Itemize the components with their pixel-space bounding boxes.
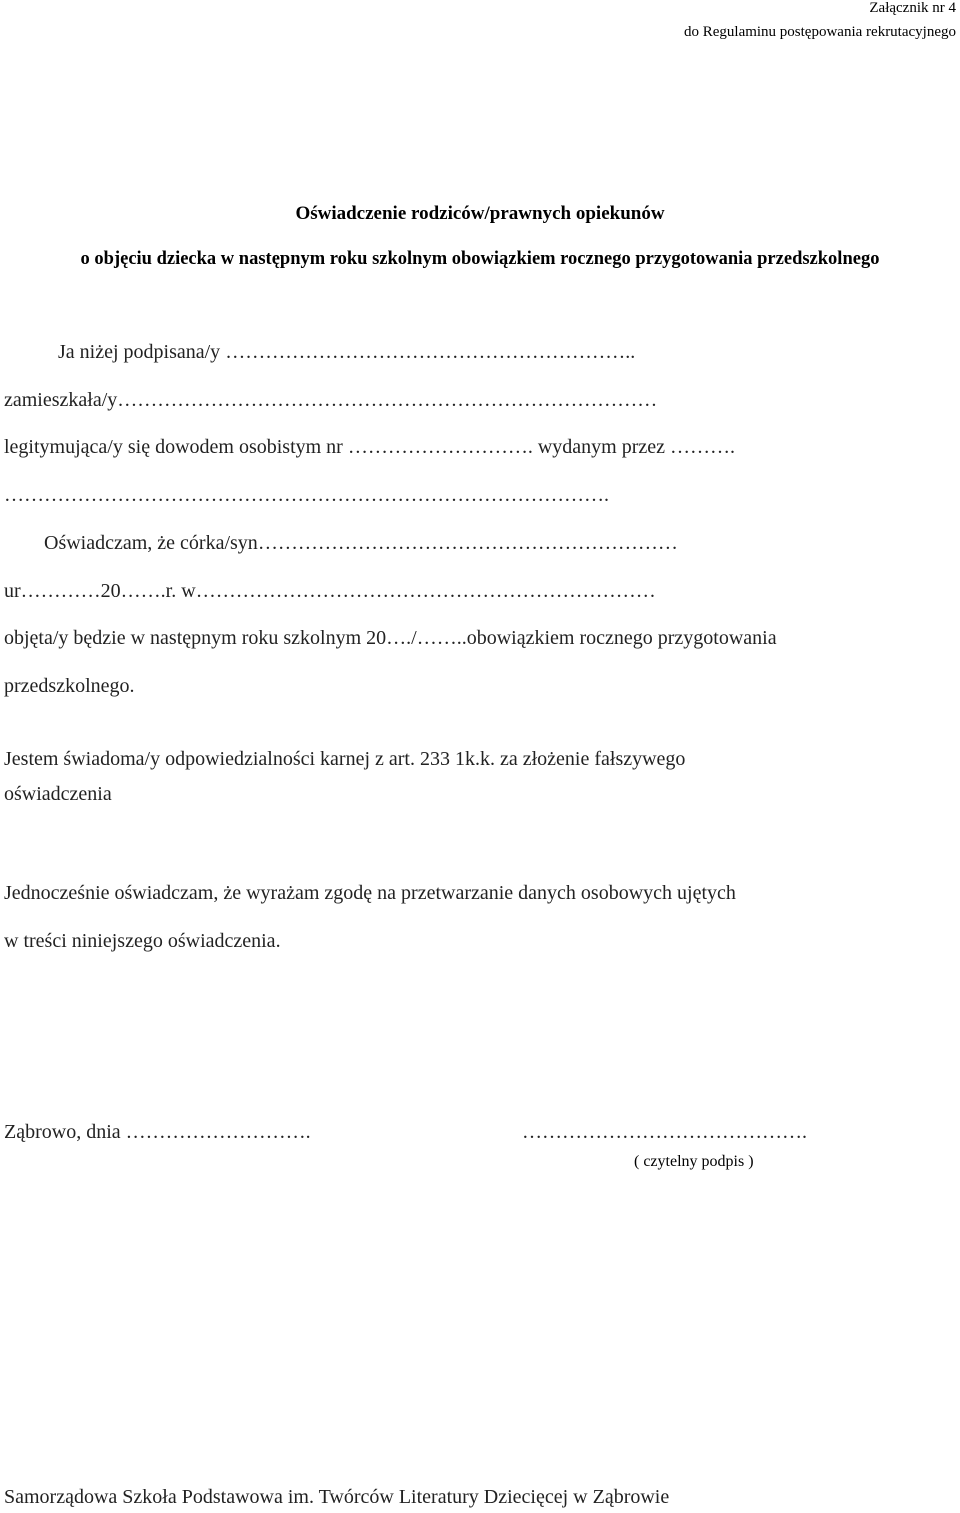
awareness-statement-1: Jestem świadoma/y odpowiedzialności karnej z art. 233 1k.k. za złożenie fałszywego bbox=[4, 748, 686, 770]
awareness-statement-2: oświadczenia bbox=[4, 783, 112, 805]
residence-line bbox=[4, 389, 657, 412]
attachment-reference: do Regulaminu postępowania rekrutacyjnego bbox=[683, 24, 956, 40]
obligation-line-2: przedszkolnego. bbox=[4, 675, 135, 697]
signer-label: Ja niżej podpisana/y bbox=[58, 341, 221, 363]
issued-by-field[interactable]: ………. bbox=[670, 436, 736, 458]
place-date-label: Ząbrowo, dnia bbox=[4, 1121, 121, 1143]
issued-by-field-2[interactable]: ………………………………………………………………………………. bbox=[4, 484, 609, 506]
birth-day-field[interactable]: ………… bbox=[20, 580, 101, 602]
id-label: legitymująca/y się dowodem osobistym nr bbox=[4, 436, 343, 458]
child-name-field[interactable]: ……………………………………………………… bbox=[257, 532, 678, 554]
birth-year-prefix: 20 bbox=[100, 580, 121, 602]
date-field[interactable]: ………………………. bbox=[125, 1121, 311, 1143]
id-line bbox=[4, 436, 735, 459]
document-title: Oświadczenie rodziców/prawnych opiekunów bbox=[295, 203, 665, 224]
issued-by-label: wydanym przez bbox=[537, 436, 666, 458]
birth-year-field[interactable]: ……. bbox=[120, 580, 166, 602]
signature-caption: ( czytelny podpis ) bbox=[634, 1153, 754, 1170]
issued-by-continuation bbox=[4, 484, 609, 507]
obligation-line-1: objęta/y będzie w następnym roku szkolnym 20…./……..obowiązkiem rocznego przygotowania bbox=[4, 627, 777, 649]
residence-field[interactable]: ……………………………………………………………………… bbox=[117, 389, 658, 411]
signature-field[interactable]: ……………………………………. bbox=[522, 1121, 807, 1143]
signer-line bbox=[58, 341, 635, 364]
place-date-line bbox=[4, 1121, 311, 1144]
child-label: Oświadczam, że córka/syn bbox=[44, 532, 258, 554]
document-subtitle: o objęciu dziecka w następnym roku szkolnym obowiązkiem rocznego przygotowania przedszkolnego bbox=[80, 249, 880, 269]
birth-line bbox=[4, 580, 656, 603]
school-name-footer: Samorządowa Szkoła Podstawowa im. Twórców Literatury Dziecięcej w Ząbrowie bbox=[4, 1486, 670, 1508]
year-abbrev: r. bbox=[165, 580, 177, 602]
attachment-number: Załącznik nr 4 bbox=[869, 0, 956, 16]
birth-place-field[interactable]: …………………………………………………………… bbox=[195, 580, 656, 602]
consent-statement-1: Jednocześnie oświadczam, że wyrażam zgodę na przetwarzanie danych osobowych ujętych bbox=[4, 882, 736, 904]
child-line bbox=[44, 532, 678, 555]
signer-name-field[interactable]: …………………………………………………….. bbox=[225, 341, 636, 363]
born-label: ur bbox=[4, 580, 21, 602]
residence-label: zamieszkała/y bbox=[4, 389, 118, 411]
in-label: w bbox=[181, 580, 196, 602]
id-number-field[interactable]: ………………………. bbox=[347, 436, 533, 458]
consent-statement-2: w treści niniejszego oświadczenia. bbox=[4, 930, 281, 952]
